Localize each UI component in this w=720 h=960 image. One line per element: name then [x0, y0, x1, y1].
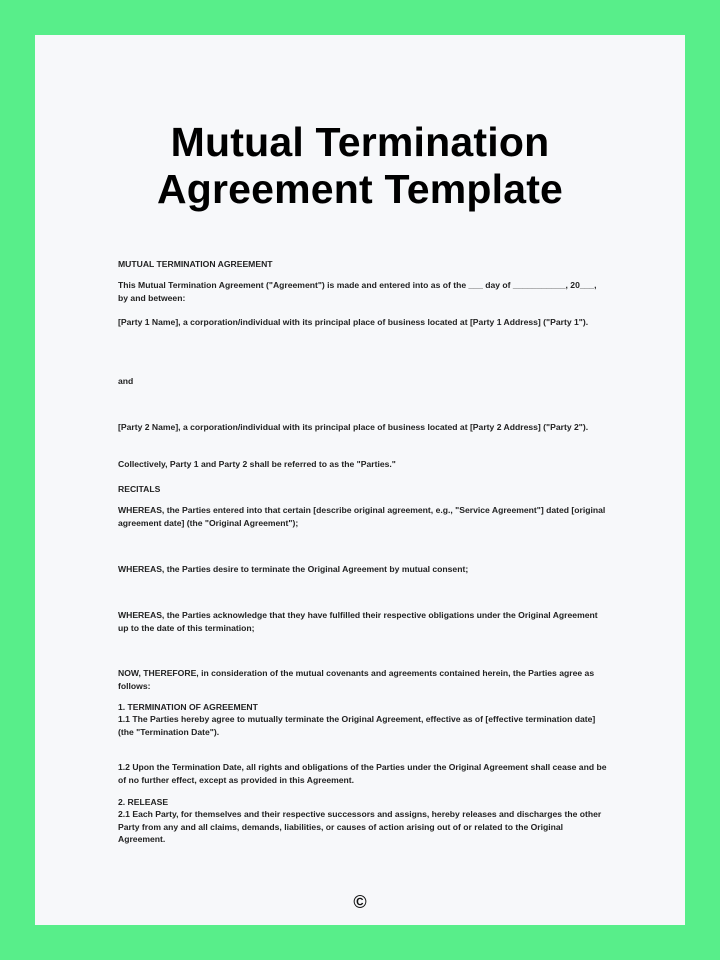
now-therefore-paragraph: NOW, THEREFORE, in consideration of the mutual covenants and agreements contained herein, the Parties agree as follows:	[118, 668, 595, 691]
copyright-icon: ©	[353, 892, 367, 912]
document-page	[35, 35, 685, 925]
recitals-heading: RECITALS	[118, 484, 161, 494]
whereas-1: WHEREAS, the Parties entered into that certain [describe original agreement, e.g., "Service Agreement"] dated [original agreement date] (the "Original Agreement");	[118, 505, 606, 528]
intro-paragraph: This Mutual Termination Agreement ("Agreement") is made and entered into as of the ___ day of ___________, 20___, by and between:	[118, 280, 597, 303]
title-line-2: Agreement Template	[156, 166, 564, 212]
collectively-paragraph: Collectively, Party 1 and Party 2 shall be referred to as the "Parties."	[118, 459, 396, 469]
section1-heading: 1. TERMINATION OF AGREEMENT	[118, 702, 258, 712]
whereas-2: WHEREAS, the Parties desire to terminate the Original Agreement by mutual consent;	[118, 564, 469, 574]
party2-paragraph: [Party 2 Name], a corporation/individual with its principal place of business located at [Party 2 Address] ("Party 2").	[118, 422, 589, 432]
agreement-heading: MUTUAL TERMINATION AGREEMENT	[118, 259, 273, 269]
title-line-1: Mutual Termination	[170, 119, 550, 165]
section2-1: 2.1 Each Party, for themselves and their respective successors and assigns, hereby releases and discharges the other Party from any and all claims, demands, liabilities, or causes of action arising out of or related to the Original Agreement.	[118, 809, 602, 844]
party1-paragraph: [Party 1 Name], a corporation/individual with its principal place of business located at [Party 1 Address] ("Party 1").	[118, 317, 589, 327]
page-title	[35, 119, 685, 213]
whereas-3: WHEREAS, the Parties acknowledge that they have fulfilled their respective obligations under the Original Agreement up to the date of this termination;	[118, 610, 598, 633]
section1-2: 1.2 Upon the Termination Date, all rights and obligations of the Parties under the Original Agreement shall cease and be of no further effect, except as provided in this Agreement.	[118, 762, 607, 785]
section1-1: 1.1 The Parties hereby agree to mutually terminate the Original Agreement, effective as of [effective termination date] (the "Termination Date").	[118, 714, 596, 737]
and-text: and	[118, 376, 134, 386]
section2-heading: 2. RELEASE	[118, 797, 169, 807]
